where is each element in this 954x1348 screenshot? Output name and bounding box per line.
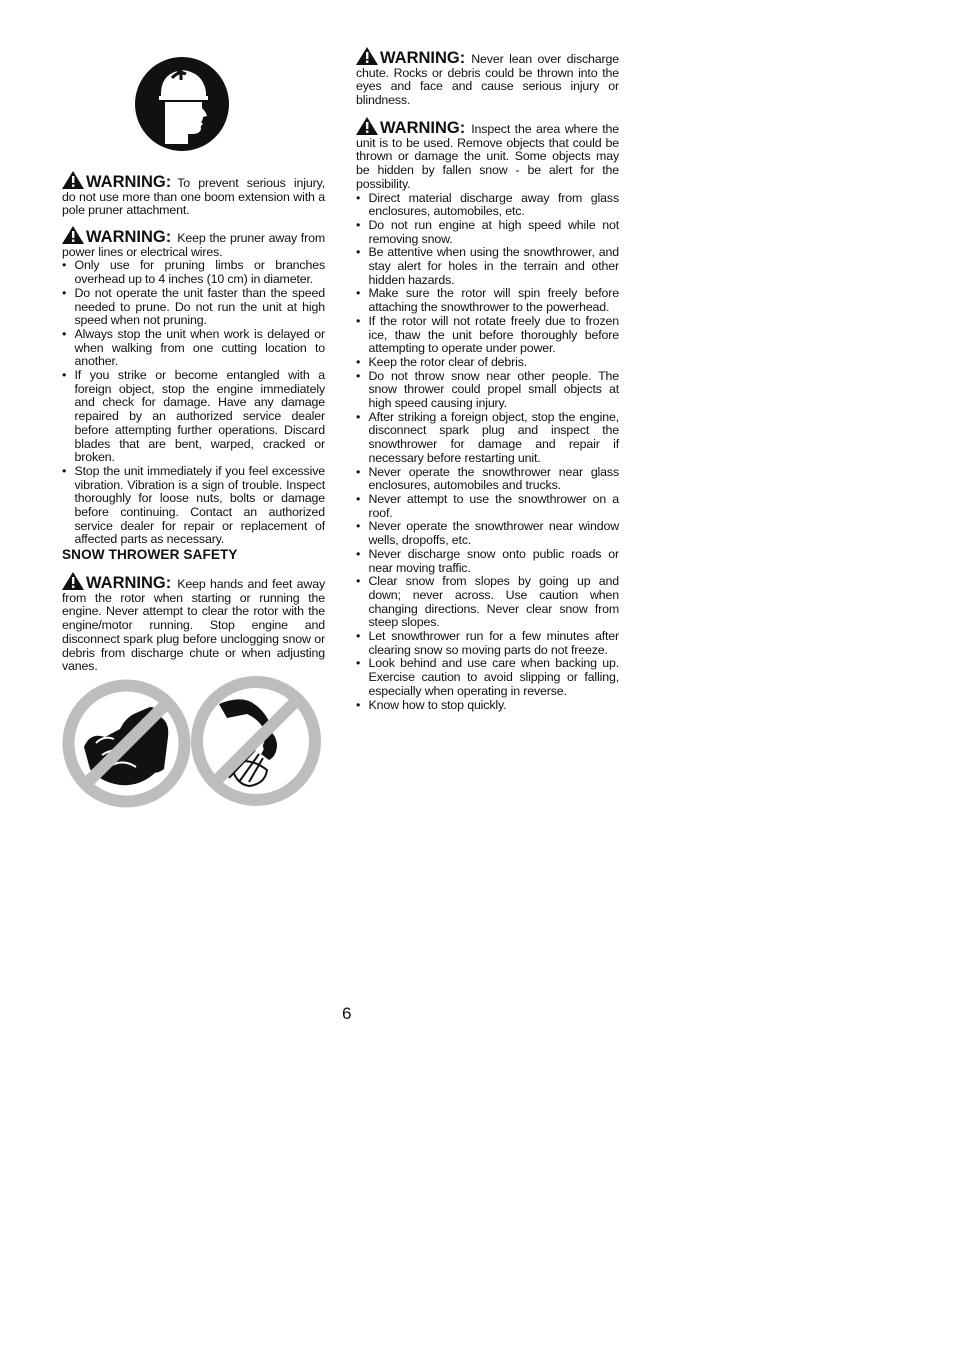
list-item: • Stop the unit immediately if you feel excessive vibration. Vibration is a sign of trouble. Inspect thoroughly for loose nuts, bolts or damage before continuing. Contact an authorized service dealer for repair or replacement of affected parts as necessary. <box>62 465 325 547</box>
warning-text: To prevent serious injury, do not use more than one boom extension with a pole pruner attachment. <box>62 176 325 218</box>
warning-triangle-icon <box>62 171 84 189</box>
list-item: • Let snowthrower run for a few minutes after clearing snow so moving parts do not freeze. <box>356 630 619 657</box>
section-title: SNOW THROWER SAFETY <box>62 547 238 563</box>
list-item: • Never operate the snowthrower near window wells, dropoffs, etc. <box>356 520 619 547</box>
no-hands-feet-icon <box>60 677 193 810</box>
warning-triangle-icon <box>356 47 378 65</box>
warning-text: Keep the pruner away from power lines or electrical wires. <box>62 231 325 259</box>
list-item: • Be attentive when using the snowthrower, and stay alert for holes in the terrain and other hidden hazards. <box>356 246 619 287</box>
list-item: • Direct material discharge away from glass enclosures, automobiles, etc. <box>356 192 619 219</box>
list-item: • Never discharge snow onto public roads or near moving traffic. <box>356 548 619 575</box>
warning-label: WARNING: <box>380 119 466 137</box>
list-item: • If the rotor will not rotate freely due to frozen ice, thaw the unit before thoroughly before attempting to operate under power. <box>356 315 619 356</box>
warning-text: Never lean over discharge chute. Rocks or debris could be thrown into the eyes and face and cause serious injury or blindness. <box>356 52 619 108</box>
warning-pole-pruner <box>62 171 325 218</box>
list-item: • Only use for pruning limbs or branches overhead up to 4 inches (10 cm) in diameter. <box>62 259 325 286</box>
warning-inspect-area-block <box>356 117 619 712</box>
list-item: • Do not run engine at high speed while not removing snow. <box>356 219 619 246</box>
warning-triangle-icon <box>62 572 84 590</box>
pruner-safety-list <box>62 259 325 547</box>
list-item: • Do not operate the unit faster than the speed needed to prune. Do not run the unit at high speed when not pruning. <box>62 287 325 328</box>
list-item: • Always stop the unit when work is delayed or when walking from one cutting location to another. <box>62 328 325 369</box>
warning-text: Keep hands and feet away from the rotor when starting or running the engine. Never attempt to clear the rotor with the engine/motor running. Stop engine and disconnect spark plug before unclogging snow or debris from discharge chute or when adjusting vanes. <box>62 577 325 674</box>
list-item: • Make sure the rotor will spin freely before attaching the snowthrower to the powerhead. <box>356 287 619 314</box>
warning-triangle-icon <box>356 117 378 135</box>
head-protection-icon <box>134 56 230 152</box>
list-item: • Never operate the snowthrower near glass enclosures, automobiles and trucks. <box>356 466 619 493</box>
warning-triangle-icon <box>62 226 84 244</box>
warning-power-lines <box>62 226 325 259</box>
list-item: • After striking a foreign object, stop the engine, disconnect spark plug and inspect the snowthrower for damage and repair if necessary before restarting unit. <box>356 411 619 466</box>
no-leaning-over-chute-icon <box>189 674 323 808</box>
warning-label: WARNING: <box>380 49 466 67</box>
page-number: 6 <box>342 1004 352 1023</box>
list-item: • Know how to stop quickly. <box>356 699 619 713</box>
warning-label: WARNING: <box>86 574 172 592</box>
warning-text: Inspect the area where the unit is to be used. Remove objects that could be thrown or damage the unit. Some objects may be hidden by fallen snow - be alert for the possibility. <box>356 122 619 191</box>
list-item: • Look behind and use care when backing up. Exercise caution to avoid slipping or falling, especially when operating in reverse. <box>356 657 619 698</box>
list-item: • Clear snow from slopes by going up and down; never across. Use caution when changing directions. Never clear snow from steep slopes. <box>356 575 619 630</box>
snowthrower-safety-list <box>356 192 619 713</box>
warning-discharge-chute <box>356 47 619 108</box>
warning-inspect-area <box>356 117 619 192</box>
list-item: • Do not throw snow near other people. The snow thrower could propel small objects at high speed causing injury. <box>356 370 619 411</box>
warning-hands-feet <box>62 572 325 674</box>
list-item: • If you strike or become entangled with a foreign object, stop the engine immediately and check for damage. Have any damage repaired by an authorized service dealer before attempting further operations. Discard blades that are bent, warped, cracked or broken. <box>62 369 325 465</box>
list-item: • Never attempt to use the snowthrower on a roof. <box>356 493 619 520</box>
warning-label: WARNING: <box>86 228 172 246</box>
warning-power-lines-block <box>62 226 325 563</box>
warning-label: WARNING: <box>86 173 172 191</box>
list-item: • Keep the rotor clear of debris. <box>356 356 619 370</box>
